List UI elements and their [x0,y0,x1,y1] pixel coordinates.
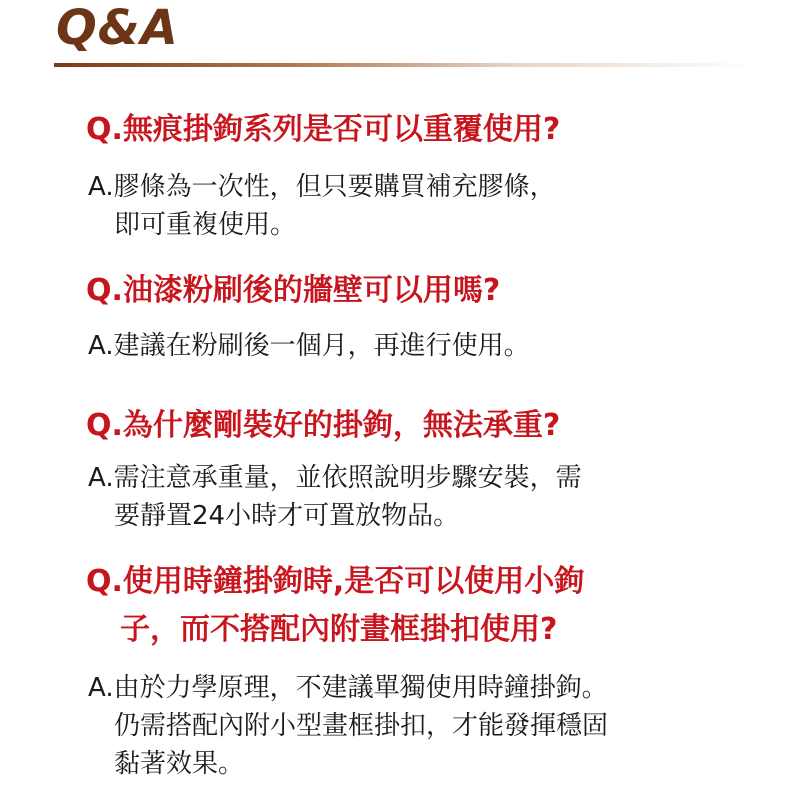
faq-question-4-line-1: Q.使用時鐘掛鉤時,是否可以使用小鉤 [86,564,585,599]
page-title: Q&A [56,0,179,56]
faq-answer-3-line-1: A.需注意承重量，並依照說明步驟安裝，需 [88,463,582,493]
faq-answer-3 [88,459,582,535]
faq-question-3-line-1: Q.為什麼剛裝好的掛鉤，無法承重? [86,408,561,443]
faq-answer-4 [88,669,608,783]
faq-answer-4-line-1: A.由於力學原理，不建議單獨使用時鐘掛鉤。 [88,673,608,703]
faq-answer-1-line-2: 即可重複使用。 [114,210,297,240]
faq-answer-2-line-1: A.建議在粉刷後一個月，再進行使用。 [88,331,530,361]
faq-answer-2 [88,327,530,365]
faq-question-2 [86,269,500,313]
faq-answer-3-line-2: 要靜置24小時才可置放物品。 [114,501,460,531]
faq-answer-1 [88,168,556,244]
faq-answer-4-line-3: 黏著效果。 [114,749,245,779]
faq-answer-1-line-1: A.膠條為一次性，但只要購買補充膠條， [88,172,556,202]
faq-question-2-line-1: Q.油漆粉刷後的牆壁可以用嗎? [86,273,501,308]
faq-question-1-line-1: Q.無痕掛鉤系列是否可以重覆使用? [86,112,561,147]
faq-question-4 [86,560,584,652]
faq-question-1 [86,108,560,152]
title-divider [54,63,754,67]
faq-answer-4-line-2: 仍需搭配內附小型畫框掛扣，才能發揮穩固 [114,711,609,741]
faq-question-4-line-2: 子，而不搭配內附畫框掛扣使用? [120,612,558,647]
faq-question-3 [86,404,560,448]
